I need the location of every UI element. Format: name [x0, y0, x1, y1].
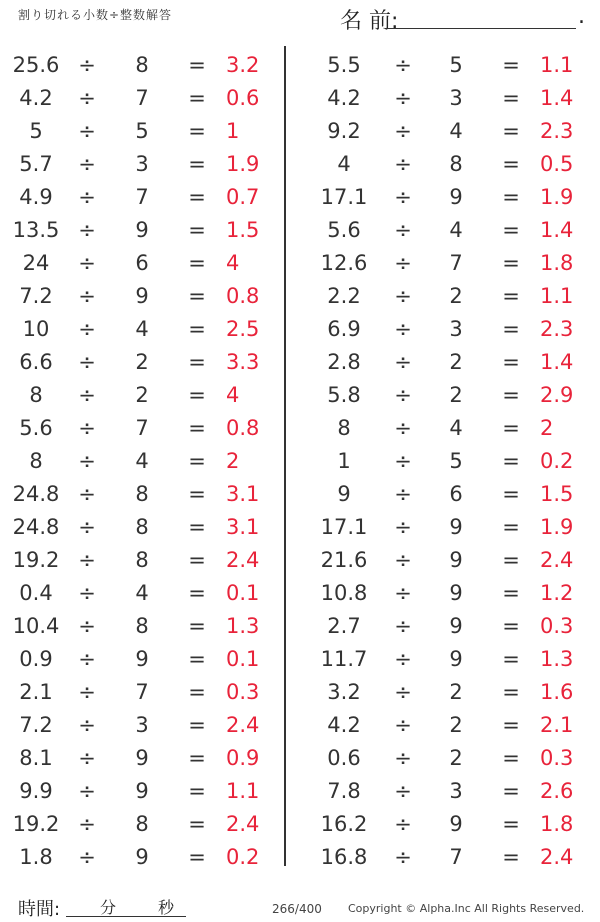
- problem-row: [0, 49, 600, 82]
- problem-row: [0, 808, 600, 841]
- left-answer: 1.5: [226, 218, 260, 242]
- left-equals-sign: =: [188, 251, 206, 275]
- right-divide-sign: ÷: [394, 482, 412, 506]
- left-equals-sign: =: [188, 581, 206, 605]
- problem-row: [0, 280, 600, 313]
- left-dividend: 10: [22, 317, 50, 341]
- right-dividend: 2.2: [327, 284, 361, 308]
- right-divisor: 6: [449, 482, 463, 506]
- right-answer: 1.2: [540, 581, 574, 605]
- left-divisor: 8: [135, 53, 149, 77]
- left-divisor: 9: [135, 746, 149, 770]
- left-divisor: 9: [135, 647, 149, 671]
- right-divide-sign: ÷: [394, 185, 412, 209]
- problem-row: [0, 412, 600, 445]
- name-field: [340, 4, 585, 34]
- right-equals-sign: =: [502, 284, 520, 308]
- left-divide-sign: ÷: [78, 548, 96, 572]
- left-answer: 1.3: [226, 614, 260, 638]
- right-dividend: 16.8: [320, 845, 368, 869]
- right-divide-sign: ÷: [394, 746, 412, 770]
- left-equals-sign: =: [188, 548, 206, 572]
- problem-row: [0, 214, 600, 247]
- left-answer: 0.7: [226, 185, 260, 209]
- left-divide-sign: ÷: [78, 416, 96, 440]
- left-equals-sign: =: [188, 218, 206, 242]
- left-dividend: 24.8: [12, 515, 60, 539]
- right-dividend: 21.6: [320, 548, 368, 572]
- left-dividend: 5.7: [19, 152, 53, 176]
- right-equals-sign: =: [502, 53, 520, 77]
- name-end-dot: .: [578, 4, 585, 29]
- right-divisor: 3: [449, 86, 463, 110]
- left-divide-sign: ÷: [78, 845, 96, 869]
- left-dividend: 0.4: [19, 581, 53, 605]
- problem-row: [0, 379, 600, 412]
- problem-row: [0, 742, 600, 775]
- left-dividend: 8.1: [19, 746, 53, 770]
- left-divisor: 7: [135, 680, 149, 704]
- right-answer: 1.4: [540, 218, 574, 242]
- right-divisor: 2: [449, 680, 463, 704]
- left-divide-sign: ÷: [78, 515, 96, 539]
- right-equals-sign: =: [502, 449, 520, 473]
- right-divisor: 2: [449, 746, 463, 770]
- left-answer: 3.1: [226, 515, 260, 539]
- right-equals-sign: =: [502, 614, 520, 638]
- left-answer: 0.6: [226, 86, 260, 110]
- right-equals-sign: =: [502, 86, 520, 110]
- right-dividend: 4: [337, 152, 351, 176]
- right-divisor: 9: [449, 581, 463, 605]
- left-divisor: 2: [135, 383, 149, 407]
- right-answer: 1.6: [540, 680, 574, 704]
- right-answer: 1.3: [540, 647, 574, 671]
- right-divide-sign: ÷: [394, 53, 412, 77]
- problem-row: [0, 346, 600, 379]
- page-number: 266/400: [272, 902, 322, 916]
- right-equals-sign: =: [502, 350, 520, 374]
- left-dividend: 25.6: [12, 53, 60, 77]
- right-answer: 1.5: [540, 482, 574, 506]
- left-dividend: 19.2: [12, 812, 60, 836]
- left-divisor: 3: [135, 152, 149, 176]
- right-dividend: 11.7: [320, 647, 368, 671]
- left-answer: 0.2: [226, 845, 260, 869]
- problem-row: [0, 148, 600, 181]
- left-equals-sign: =: [188, 86, 206, 110]
- right-dividend: 3.2: [327, 680, 361, 704]
- left-equals-sign: =: [188, 383, 206, 407]
- right-divisor: 9: [449, 515, 463, 539]
- left-dividend: 6.6: [19, 350, 53, 374]
- right-divisor: 4: [449, 119, 463, 143]
- left-equals-sign: =: [188, 713, 206, 737]
- right-divisor: 5: [449, 449, 463, 473]
- right-dividend: 4.2: [327, 713, 361, 737]
- left-dividend: 0.9: [19, 647, 53, 671]
- left-answer: 1.9: [226, 152, 260, 176]
- left-equals-sign: =: [188, 152, 206, 176]
- right-equals-sign: =: [502, 317, 520, 341]
- right-divide-sign: ÷: [394, 614, 412, 638]
- problem-row: [0, 577, 600, 610]
- left-equals-sign: =: [188, 647, 206, 671]
- left-equals-sign: =: [188, 185, 206, 209]
- left-dividend: 5.6: [19, 416, 53, 440]
- right-dividend: 9: [337, 482, 351, 506]
- left-divisor: 9: [135, 218, 149, 242]
- right-dividend: 10.8: [320, 581, 368, 605]
- problem-row: [0, 643, 600, 676]
- problem-row: [0, 709, 600, 742]
- left-answer: 3.3: [226, 350, 260, 374]
- right-divide-sign: ÷: [394, 416, 412, 440]
- left-dividend: 24: [22, 251, 50, 275]
- right-answer: 1.9: [540, 185, 574, 209]
- minutes-label: 分: [100, 898, 117, 917]
- right-equals-sign: =: [502, 548, 520, 572]
- right-divisor: 3: [449, 317, 463, 341]
- left-answer: 2: [226, 449, 240, 473]
- left-equals-sign: =: [188, 53, 206, 77]
- left-dividend: 2.1: [19, 680, 53, 704]
- right-equals-sign: =: [502, 680, 520, 704]
- left-divide-sign: ÷: [78, 779, 96, 803]
- left-dividend: 4.2: [19, 86, 53, 110]
- right-divide-sign: ÷: [394, 515, 412, 539]
- copyright-notice: Copyright © Alpha.Inc All Rights Reserved.: [348, 902, 585, 915]
- left-dividend: 8: [29, 383, 43, 407]
- right-equals-sign: =: [502, 845, 520, 869]
- right-dividend: 1: [337, 449, 351, 473]
- right-answer: 0.5: [540, 152, 574, 176]
- left-equals-sign: =: [188, 515, 206, 539]
- right-divide-sign: ÷: [394, 119, 412, 143]
- left-divisor: 8: [135, 515, 149, 539]
- left-dividend: 5: [29, 119, 43, 143]
- left-dividend: 19.2: [12, 548, 60, 572]
- problem-row: [0, 841, 600, 874]
- left-divisor: 6: [135, 251, 149, 275]
- right-dividend: 7.8: [327, 779, 361, 803]
- left-dividend: 24.8: [12, 482, 60, 506]
- left-divisor: 8: [135, 548, 149, 572]
- left-divide-sign: ÷: [78, 119, 96, 143]
- right-divide-sign: ÷: [394, 779, 412, 803]
- left-equals-sign: =: [188, 812, 206, 836]
- left-answer: 2.5: [226, 317, 260, 341]
- right-answer: 0.2: [540, 449, 574, 473]
- problem-row: [0, 115, 600, 148]
- right-answer: 2.3: [540, 317, 574, 341]
- left-divisor: 2: [135, 350, 149, 374]
- left-dividend: 7.2: [19, 284, 53, 308]
- left-divide-sign: ÷: [78, 647, 96, 671]
- left-answer: 1.1: [226, 779, 260, 803]
- right-divisor: 9: [449, 647, 463, 671]
- right-divisor: 9: [449, 548, 463, 572]
- left-divide-sign: ÷: [78, 812, 96, 836]
- time-label: 時間:: [18, 899, 61, 920]
- left-dividend: 9.9: [19, 779, 53, 803]
- left-divide-sign: ÷: [78, 746, 96, 770]
- left-divide-sign: ÷: [78, 680, 96, 704]
- left-divide-sign: ÷: [78, 284, 96, 308]
- left-divisor: 4: [135, 449, 149, 473]
- right-divisor: 9: [449, 812, 463, 836]
- problem-row: [0, 82, 600, 115]
- right-divisor: 2: [449, 713, 463, 737]
- right-answer: 2.4: [540, 548, 574, 572]
- right-divide-sign: ÷: [394, 251, 412, 275]
- right-divide-sign: ÷: [394, 152, 412, 176]
- right-dividend: 0.6: [327, 746, 361, 770]
- right-dividend: 5.6: [327, 218, 361, 242]
- right-divide-sign: ÷: [394, 383, 412, 407]
- right-equals-sign: =: [502, 152, 520, 176]
- left-divisor: 7: [135, 416, 149, 440]
- right-divide-sign: ÷: [394, 680, 412, 704]
- left-answer: 0.1: [226, 581, 260, 605]
- right-dividend: 5.8: [327, 383, 361, 407]
- right-equals-sign: =: [502, 482, 520, 506]
- name-label: 名 前:: [340, 9, 399, 34]
- left-equals-sign: =: [188, 845, 206, 869]
- problem-row: [0, 511, 600, 544]
- right-dividend: 8: [337, 416, 351, 440]
- worksheet-title: 割り切れる小数÷整数解答: [18, 8, 173, 22]
- left-answer: 0.1: [226, 647, 260, 671]
- right-dividend: 2.7: [327, 614, 361, 638]
- right-equals-sign: =: [502, 581, 520, 605]
- right-answer: 2.4: [540, 845, 574, 869]
- right-equals-sign: =: [502, 416, 520, 440]
- left-equals-sign: =: [188, 449, 206, 473]
- right-dividend: 4.2: [327, 86, 361, 110]
- right-divide-sign: ÷: [394, 647, 412, 671]
- right-divisor: 9: [449, 614, 463, 638]
- left-divide-sign: ÷: [78, 185, 96, 209]
- left-equals-sign: =: [188, 317, 206, 341]
- seconds-label: 秒: [158, 898, 175, 917]
- right-equals-sign: =: [502, 812, 520, 836]
- right-divisor: 7: [449, 251, 463, 275]
- left-equals-sign: =: [188, 680, 206, 704]
- right-answer: 1.4: [540, 350, 574, 374]
- problem-row: [0, 775, 600, 808]
- right-answer: 2.1: [540, 713, 574, 737]
- right-answer: 2: [540, 416, 554, 440]
- right-answer: 0.3: [540, 614, 574, 638]
- right-divisor: 4: [449, 218, 463, 242]
- left-answer: 4: [226, 383, 240, 407]
- right-dividend: 6.9: [327, 317, 361, 341]
- problem-row: [0, 181, 600, 214]
- left-equals-sign: =: [188, 482, 206, 506]
- right-divide-sign: ÷: [394, 845, 412, 869]
- right-divide-sign: ÷: [394, 218, 412, 242]
- left-divide-sign: ÷: [78, 251, 96, 275]
- right-divide-sign: ÷: [394, 86, 412, 110]
- left-answer: 4: [226, 251, 240, 275]
- problem-row: [0, 445, 600, 478]
- right-dividend: 16.2: [320, 812, 368, 836]
- right-divide-sign: ÷: [394, 548, 412, 572]
- right-equals-sign: =: [502, 713, 520, 737]
- right-equals-sign: =: [502, 119, 520, 143]
- right-equals-sign: =: [502, 383, 520, 407]
- right-answer: 1.8: [540, 251, 574, 275]
- right-answer: 2.6: [540, 779, 574, 803]
- left-answer: 3.2: [226, 53, 260, 77]
- left-divide-sign: ÷: [78, 449, 96, 473]
- right-divide-sign: ÷: [394, 449, 412, 473]
- left-answer: 0.8: [226, 284, 260, 308]
- left-divisor: 9: [135, 845, 149, 869]
- left-equals-sign: =: [188, 416, 206, 440]
- left-equals-sign: =: [188, 779, 206, 803]
- right-dividend: 17.1: [320, 515, 368, 539]
- left-dividend: 7.2: [19, 713, 53, 737]
- left-answer: 0.3: [226, 680, 260, 704]
- left-divisor: 9: [135, 779, 149, 803]
- right-divide-sign: ÷: [394, 317, 412, 341]
- right-divisor: 2: [449, 284, 463, 308]
- right-divide-sign: ÷: [394, 713, 412, 737]
- left-divisor: 4: [135, 317, 149, 341]
- right-divisor: 5: [449, 53, 463, 77]
- left-answer: 3.1: [226, 482, 260, 506]
- right-dividend: 17.1: [320, 185, 368, 209]
- left-dividend: 8: [29, 449, 43, 473]
- left-divide-sign: ÷: [78, 383, 96, 407]
- left-equals-sign: =: [188, 284, 206, 308]
- right-divisor: 4: [449, 416, 463, 440]
- left-answer: 2.4: [226, 548, 260, 572]
- right-equals-sign: =: [502, 746, 520, 770]
- right-answer: 1.1: [540, 284, 574, 308]
- left-answer: 2.4: [226, 812, 260, 836]
- left-answer: 1: [226, 119, 240, 143]
- right-divide-sign: ÷: [394, 284, 412, 308]
- left-dividend: 10.4: [12, 614, 60, 638]
- left-equals-sign: =: [188, 350, 206, 374]
- problem-row: [0, 676, 600, 709]
- left-divide-sign: ÷: [78, 482, 96, 506]
- right-divisor: 9: [449, 185, 463, 209]
- right-equals-sign: =: [502, 515, 520, 539]
- right-equals-sign: =: [502, 185, 520, 209]
- problem-row: [0, 478, 600, 511]
- left-divide-sign: ÷: [78, 350, 96, 374]
- left-equals-sign: =: [188, 614, 206, 638]
- left-equals-sign: =: [188, 746, 206, 770]
- left-divide-sign: ÷: [78, 152, 96, 176]
- problem-row: [0, 313, 600, 346]
- left-answer: 0.8: [226, 416, 260, 440]
- problem-row: [0, 610, 600, 643]
- left-divisor: 8: [135, 614, 149, 638]
- left-divisor: 8: [135, 482, 149, 506]
- left-divide-sign: ÷: [78, 317, 96, 341]
- left-divide-sign: ÷: [78, 581, 96, 605]
- problem-row: [0, 544, 600, 577]
- left-divisor: 7: [135, 185, 149, 209]
- left-divide-sign: ÷: [78, 86, 96, 110]
- left-dividend: 13.5: [12, 218, 60, 242]
- right-divisor: 3: [449, 779, 463, 803]
- left-divide-sign: ÷: [78, 53, 96, 77]
- right-answer: 2.9: [540, 383, 574, 407]
- left-divisor: 7: [135, 86, 149, 110]
- right-answer: 0.3: [540, 746, 574, 770]
- right-divide-sign: ÷: [394, 350, 412, 374]
- problem-row: [0, 247, 600, 280]
- right-divisor: 8: [449, 152, 463, 176]
- right-divide-sign: ÷: [394, 812, 412, 836]
- left-answer: 2.4: [226, 713, 260, 737]
- right-dividend: 2.8: [327, 350, 361, 374]
- left-divisor: 9: [135, 284, 149, 308]
- left-equals-sign: =: [188, 119, 206, 143]
- left-divide-sign: ÷: [78, 218, 96, 242]
- left-dividend: 4.9: [19, 185, 53, 209]
- right-dividend: 12.6: [320, 251, 368, 275]
- right-answer: 1.8: [540, 812, 574, 836]
- right-dividend: 9.2: [327, 119, 361, 143]
- left-answer: 0.9: [226, 746, 260, 770]
- right-answer: 1.1: [540, 53, 574, 77]
- right-divide-sign: ÷: [394, 581, 412, 605]
- right-equals-sign: =: [502, 251, 520, 275]
- left-divide-sign: ÷: [78, 614, 96, 638]
- right-answer: 1.4: [540, 86, 574, 110]
- left-divisor: 8: [135, 812, 149, 836]
- left-divide-sign: ÷: [78, 713, 96, 737]
- right-equals-sign: =: [502, 647, 520, 671]
- right-divisor: 7: [449, 845, 463, 869]
- left-divisor: 4: [135, 581, 149, 605]
- name-underline: [386, 28, 576, 29]
- right-divisor: 2: [449, 383, 463, 407]
- left-divisor: 3: [135, 713, 149, 737]
- right-divisor: 2: [449, 350, 463, 374]
- right-answer: 2.3: [540, 119, 574, 143]
- left-divisor: 5: [135, 119, 149, 143]
- right-answer: 1.9: [540, 515, 574, 539]
- right-equals-sign: =: [502, 218, 520, 242]
- right-equals-sign: =: [502, 779, 520, 803]
- right-dividend: 5.5: [327, 53, 361, 77]
- left-dividend: 1.8: [19, 845, 53, 869]
